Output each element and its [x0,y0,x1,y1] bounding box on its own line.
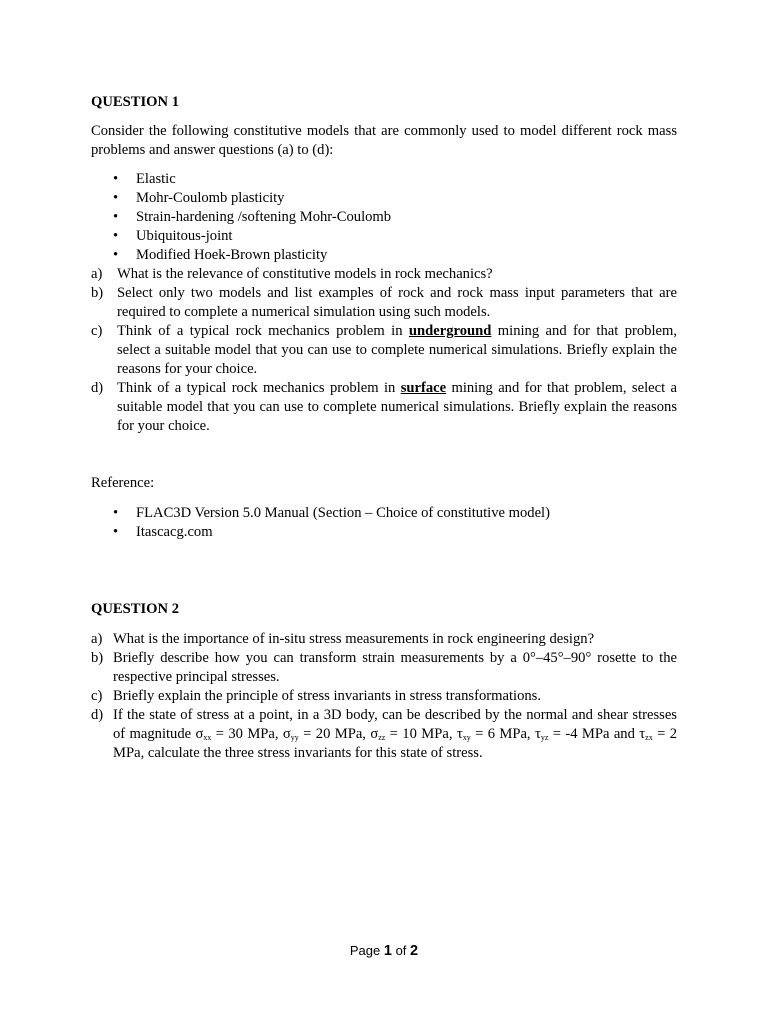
bullet-icon: • [113,171,119,187]
page-footer [0,941,768,961]
question-1-part-a: a) What is the relevance of constitutive models in rock mechanics? [91,266,493,282]
question-1-intro: Consider the following constitutive models that are commonly used to model different rock mass problems and answer questions (a) to (d): [91,123,677,158]
question-2-part-c: c) Briefly explain the principle of stress invariants in stress transformations. [91,688,541,704]
list-item: • Elastic [113,171,176,187]
emphasis-surface: surface [400,380,447,396]
reference-label: Reference: [91,475,155,491]
question-1-part-d: d) Think of a typical rock mechanics problem in surface mining and for that problem, select a suitable model that you can use to complete numerical simulations. Briefly explain the reasons for your choice. [91,380,678,434]
bullet-icon: • [113,190,119,206]
question-1-title: QUESTION 1 [91,94,179,110]
bullet-icon: • [113,505,119,521]
question-2-parts [91,630,677,763]
bullet-icon: • [113,228,119,244]
list-item: • Itascacg.com [113,524,213,540]
list-item: • Mohr-Coulomb plasticity [113,190,285,206]
of-word: of [395,943,407,958]
constitutive-models-list [91,170,677,265]
question-1-part-b: b) Select only two models and list examples of rock and rock mass input parameters that are required to complete a numerical simulation using such models. [91,285,677,320]
emphasis-underground: underground [408,323,492,339]
list-item: • Ubiquitous-joint [113,228,233,244]
question-2-part-b: b) Briefly describe how you can transform strain measurements by a 0°–45°–90° rosette to the respective principal stresses. [91,650,677,685]
question-2-part-d: d) If the state of stress at a point, in a 3D body, can be described by the normal and shear stresses of magnitude $\sigma_{xx} = 30$ MPa, $\sigma_{yy} = 20$ MPa, $\sigma_{zz} = 10$ MPa, $\tau_{xy} = 6$ MPa, $\tau_{yz} = -4$ MPa and $\tau_{zx} = 2$ MPa, calculate the three stress invariants for this state of stress. [91,707,677,761]
bullet-icon: • [113,524,119,540]
bullet-icon: • [113,209,119,225]
list-item: • Strain-hardening /softening Mohr-Coulomb [113,209,392,225]
list-item: • FLAC3D Version 5.0 Manual (Section – Choice of constitutive model) [113,505,550,521]
page-total: 2 [410,943,419,959]
reference-list [91,504,677,542]
question-1-parts [91,265,677,436]
list-item: • Modified Hoek-Brown plasticity [113,247,328,263]
question-2-title: QUESTION 2 [91,601,179,617]
bullet-icon: • [113,247,119,263]
question-1-part-c: c) Think of a typical rock mechanics problem in underground mining and for that problem, select a suitable model that you can use to complete numerical simulations. Briefly explain the reasons for your choice. [91,323,677,377]
page-number: 1 [383,943,392,959]
page-word: Page [349,943,381,958]
question-2-part-a: a) What is the importance of in-situ stress measurements in rock engineering design? [91,631,595,647]
